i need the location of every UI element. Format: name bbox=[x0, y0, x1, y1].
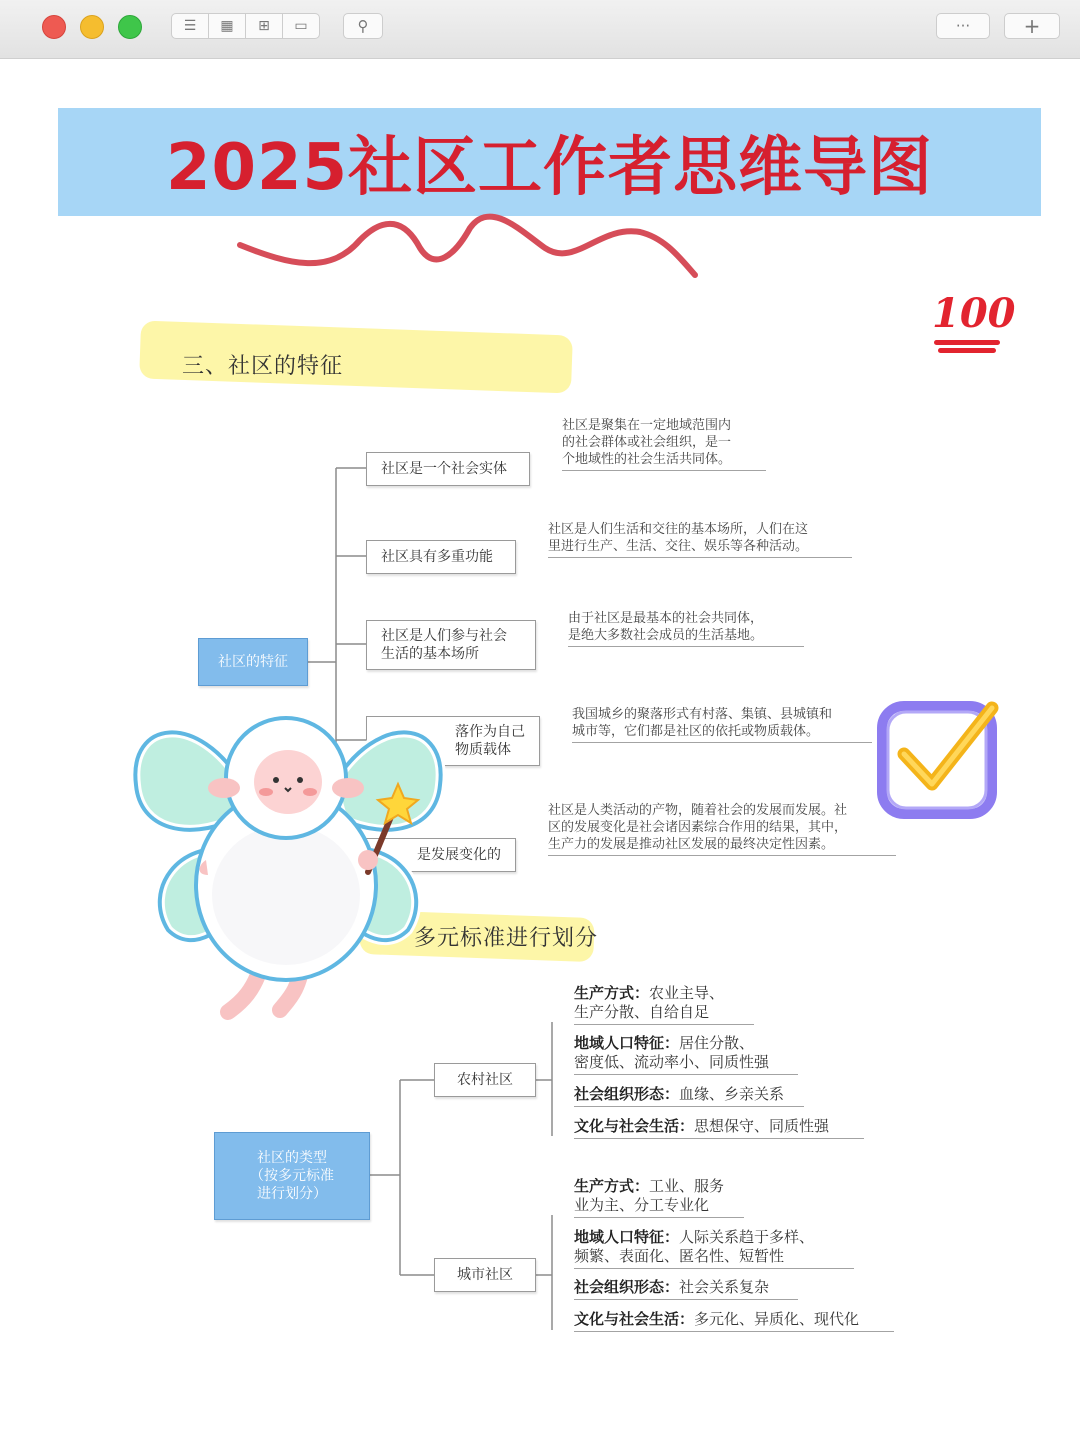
root-node: 社区的类型 （按多元标准 进行划分） bbox=[214, 1132, 370, 1220]
list-item: 地域人口特征：人际关系趋于多样、 频繁、表面化、匿名性、短暂性 bbox=[574, 1228, 854, 1269]
list-item: 生产方式：工业、服务 业为主、分工专业化 bbox=[574, 1177, 744, 1218]
search-icon[interactable]: ⚲ bbox=[343, 13, 383, 39]
branch-description: 社区是人们生活和交往的基本场所，人们在这 里进行生产、生活、交往、娱乐等各种活动。 bbox=[548, 521, 852, 558]
list-item: 文化与社会生活：思想保守、同质性强 bbox=[574, 1117, 864, 1139]
section-heading: 三、社区的特征 bbox=[182, 354, 344, 379]
type-node-urban: 城市社区 bbox=[434, 1258, 536, 1292]
branch-description: 社区是聚集在一定地域范围内 的社会群体或社会组织，是一 个地域性的社会生活共同体。 bbox=[562, 417, 766, 471]
hundred-points-icon: 100 bbox=[932, 290, 1016, 337]
branch-description: 由于社区是最基本的社会共同体， 是绝大多数社会成员的生活基地。 bbox=[568, 610, 804, 647]
list-item: 地域人口特征：居住分散、 密度低、流动率小、同质性强 bbox=[574, 1034, 798, 1075]
check-mark-icon bbox=[874, 692, 1004, 822]
type-node-rural: 农村社区 bbox=[434, 1063, 536, 1097]
list-view-icon[interactable]: ☰ bbox=[171, 13, 209, 39]
branch-node: 社区具有多重功能 bbox=[366, 540, 516, 574]
root-node bbox=[198, 638, 308, 686]
list-item: 社会组织形态：血缘、乡亲关系 bbox=[574, 1085, 804, 1107]
grid-view-icon[interactable]: ▦ bbox=[208, 13, 246, 39]
page-title: 2025社区工作者思维导图 bbox=[165, 131, 934, 205]
calendar-view-icon[interactable]: ▭ bbox=[282, 13, 320, 39]
red-squiggle-decoration bbox=[240, 217, 695, 275]
list-item: 生产方式：农业主导、 生产分散、自给自足 bbox=[574, 984, 754, 1025]
branch-description: 社区是人类活动的产物，随着社会的发展而发展。社 区的发展变化是社会诸因素综合作用的结果，其中， 生产力的发展是推动社区发展的最终决定性因素。 bbox=[548, 802, 896, 856]
section-heading: 多元标准进行划分 bbox=[414, 926, 599, 951]
map-view-icon[interactable]: ⊞ bbox=[245, 13, 283, 39]
branch-node: 落作为自己 物质载体 bbox=[366, 716, 540, 766]
fairy-sheep-sticker bbox=[128, 700, 448, 1030]
branch-node: 是发展变化的 bbox=[366, 838, 516, 872]
branch-description: 我国城乡的聚落形式有村落、集镇、县城镇和 城市等，它们都是社区的依托或物质载体。 bbox=[572, 706, 872, 743]
add-icon[interactable]: + bbox=[1004, 13, 1060, 39]
more-options-icon[interactable]: ··· bbox=[936, 13, 990, 39]
root-node-label: 社区的特征 bbox=[218, 654, 288, 670]
branch-node: 社区是一个社会实体 bbox=[366, 452, 530, 486]
list-item: 文化与社会生活：多元化、异质化、现代化 bbox=[574, 1310, 894, 1332]
branch-node: 社区是人们参与社会 生活的基本场所 bbox=[366, 620, 536, 670]
list-item: 社会组织形态：社会关系复杂 bbox=[574, 1278, 798, 1300]
